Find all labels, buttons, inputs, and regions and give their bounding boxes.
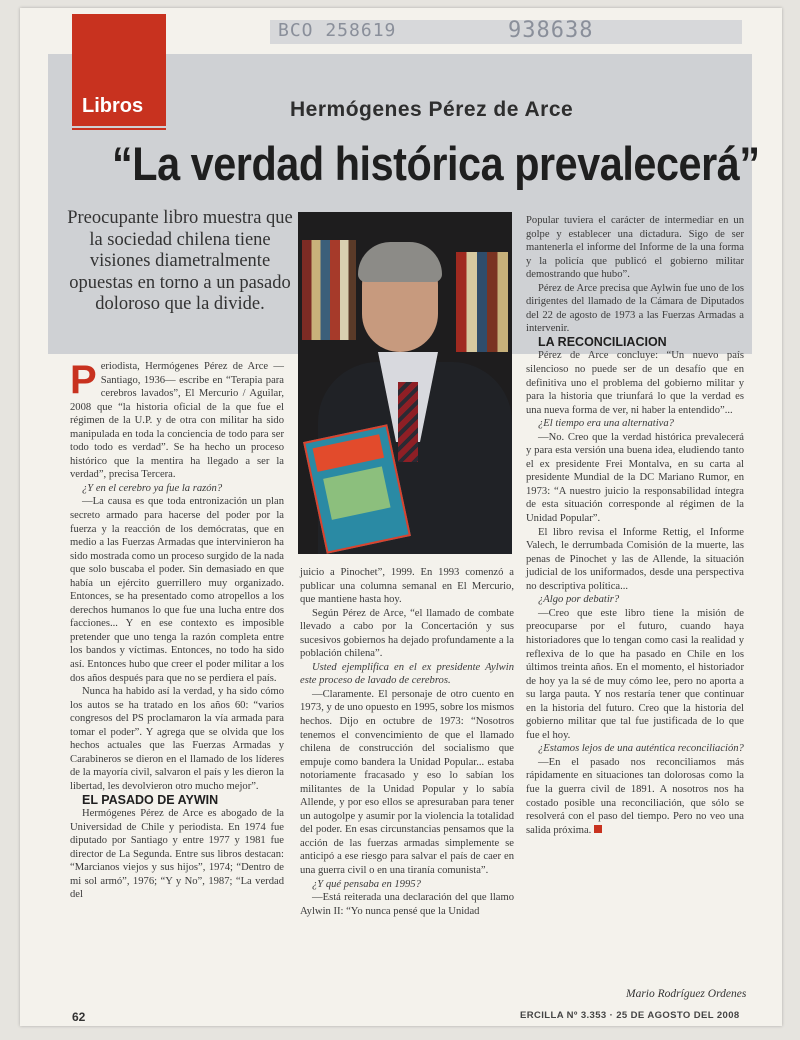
question: ¿Y en el cerebro ya fue la razón?: [82, 482, 223, 494]
archive-code-left: BCO 258619: [278, 20, 397, 41]
archive-code-right: 938638: [508, 18, 594, 43]
bookshelf: [302, 240, 356, 340]
issue-info: ERCILLA Nº 3.353 · 25 DE AGOSTO DEL 2008: [520, 1010, 740, 1021]
tie: [398, 382, 418, 462]
question: ¿El tiempo era una alternativa?: [538, 418, 674, 430]
article-column-1: [70, 360, 284, 902]
paragraph: —Está reiterada una declaración del que llamo Aylwin II: “Yo nunca pensé que la Unidad: [300, 892, 514, 917]
headline: “La verdad histórica prevalecerá”: [112, 137, 760, 190]
paragraph: eriodista, Hermógenes Pérez de Arce —Santiago, 1936— escribe en “Terapia para cerebros lavados”, El Mercurio / Aguilar, 2008 que “la historia oficial de la que fue el régimen de la U.P. y de otra con militar ha sido manipulada en toda la conciencia de todo para ser todo todo es verdad”. Se ha hecho un proceso histórico que la mentira ha llegado a ser la verdad”, precisa Tercera.: [70, 361, 284, 481]
section-title: LA RECONCILIACION: [538, 334, 667, 349]
hair: [358, 242, 442, 282]
paragraph: Popular tuviera el carácter de intermediar en un golpe y establecer una dictadura. Sigo de ser mantenerla el informe del Informe de la una forma y la policía que publicó el gobierno militar demostrando que hubo”.: [526, 215, 744, 281]
section-label: Libros: [82, 95, 144, 117]
paragraph: Según Pérez de Arce, “el llamado de combate llevado a cabo por la Concertación y sus sucesivos gobiernos ha dejado profundamente a la población chilena”.: [300, 607, 514, 660]
drop-cap: P: [70, 358, 97, 402]
paragraph: Pérez de Arce precisa que Aylwin fue uno de los dirigentes del llamado de la Cámara de Diputados del 22 de agosto de 1973 a las Fuerzas Armadas a intervenir.: [526, 282, 744, 335]
question: ¿Y qué pensaba en 1995?: [312, 878, 421, 890]
section-underline: [72, 128, 166, 130]
section-title: EL PASADO DE AYWIN: [82, 792, 219, 807]
paragraph: Hermógenes Pérez de Arce es abogado de la Universidad de Chile y periodista. En 1974 fue diputado por Santiago y entre 1977 y 1981 fue director de La Segunda. Entre sus libros destacan: “Marcianos viejos y sus hijos”, 1974; “Dentro de mi sol armó”, 1976; “Y y No”, 1987; “La verdad del: [70, 808, 284, 901]
paragraph: El libro revisa el Informe Rettig, el Informe Valech, le derrumbada Comisión de la muerte, las penas de Pinochet y las de Allende, la situación judicial de los uniformados, desde una perspectiva no descriptiva política...: [526, 526, 744, 592]
question: ¿Estamos lejos de una auténtica reconciliación?: [538, 743, 744, 755]
byline: Mario Rodríguez Ordenes: [626, 988, 747, 1000]
subheadline: Preocupante libro muestra que la sociedad chilena tiene visiones diametralmente opuestas en torno a un pasado doloroso que la divide.: [67, 208, 293, 314]
paragraph: —Claramente. El personaje de otro cuento en 1973, y de uno opuesto en 1995, sobre los mismos hechos. Dijo en octubre de 1973: “Nosotros tenemos el convencimiento de que el llamado chilena de construcción del socialismo que empuje como bandera la Unidad Popular... estaba notoriamente fracasado y eso lo sabían los militantes de la Unidad Popular y lo sabía Allende, y por eso ellos se apresuraban para tener un autogolpe y asumir por la violencia la totalidad del poder. En esas circunstancias pensamos que la acción de las fuerzas armadas simplemente se anticipó a ese riesgo para salvar el país de caer en una guerra civil o en una tiranía comunista”.: [300, 688, 514, 877]
paragraph: —No. Creo que la verdad histórica prevalecerá y para esta versión una buena idea, eludiendo tanto el ex presidente Frei Montalva, en su carta al presidente Mundial de la DC Mariano Rumor, en 1973: “A nuestro juicio la responsabilidad íntegra de esta situación corresponde al régimen de la Unidad Popular”.: [526, 431, 744, 525]
paragraph: Nunca ha habido así la verdad, y ha sido cómo los autos se ha tratado en los años 60: “varios congresos del PS proclamaron la vía armada para tomar el poder”. Y agrega que se olvida que los hechos actuales que las Fuerzas Armadas y Carabineros se dieron en el llamado de los líderes de la mayoría civil, salvaron el país y les dieron la libertad, les devolvieron otro mucho mejor”.: [70, 686, 284, 792]
paragraph: —La causa es que toda entronización un plan secreto armado para hacerse del poder por la fuerza y la reacción de los demócratas, que en medio a las Fuerzas Armadas que intervinieron ha sido mostrada como un proceso surgido de la nada que solo buscaba el poder. Sin demasiado en que había un ejército guerrillero muy organizado. Entonces, se ha presentado como atropellos a los derechos humanos lo que fue una lucha entre dos facciones... Y en ese contexto es imposible pretender que uno tenga la razón completa entre los bandos y víctimas. Entonces, no todo ha sido así. Entonces hubo que creer el poder militar a los dos años después para que no se perdiera el país.: [70, 496, 284, 684]
end-of-article-icon: [594, 825, 602, 833]
question: ¿Algo por debatir?: [538, 594, 620, 606]
paragraph: Pérez de Arce concluye: “Un nuevo país silencioso no puede ser de un desafío que en definitiva uno el problema del gobierno militar y para la historia que triunfará lo que la verdad es una nueva forma de ver, ni haber la entendido”...: [526, 350, 744, 416]
author-photo: [298, 212, 512, 554]
paragraph: —En el pasado nos reconciliamos más rápidamente en situaciones tan dolorosas como la fue la guerra civil de 1891. A nosotros nos ha costado posible una reconciliación, que sólo se resolverá con el paso del tiempo. Pero no veo una salida próxima.: [526, 756, 744, 836]
page-number: 62: [72, 1010, 86, 1024]
question: Usted ejemplifica en el ex presidente Aylwin este proceso de lavado de cerebros.: [300, 661, 514, 687]
author-name: Hermógenes Pérez de Arce: [290, 98, 574, 121]
section-label-box: [72, 14, 166, 126]
paragraph: juicio a Pinochet”, 1999. En 1993 comenzó a publicar una columna semanal en El Mercurio, que mantiene hasta hoy.: [300, 567, 514, 606]
article-column-3: [526, 214, 744, 837]
paragraph: —Creo que este libro tiene la misión de preocuparse por el futuro, cuando haya historiadores que lo tengan como casi la realidad y reflexiva de lo que ha pasado en Chile en los últimos treinta años. En el momento, el historiador de hoy ya la sé de muy cómo lee, pero no aporta a su larga pauta. Y nos restaría tener que continuar en la historia del futuro. Creo que la historia del gobierno militar que tal fue justificada de lo que fue el hoy.: [526, 607, 744, 741]
magazine-page: [20, 8, 782, 1026]
bookshelf: [456, 252, 508, 352]
article-column-2: [300, 566, 514, 918]
